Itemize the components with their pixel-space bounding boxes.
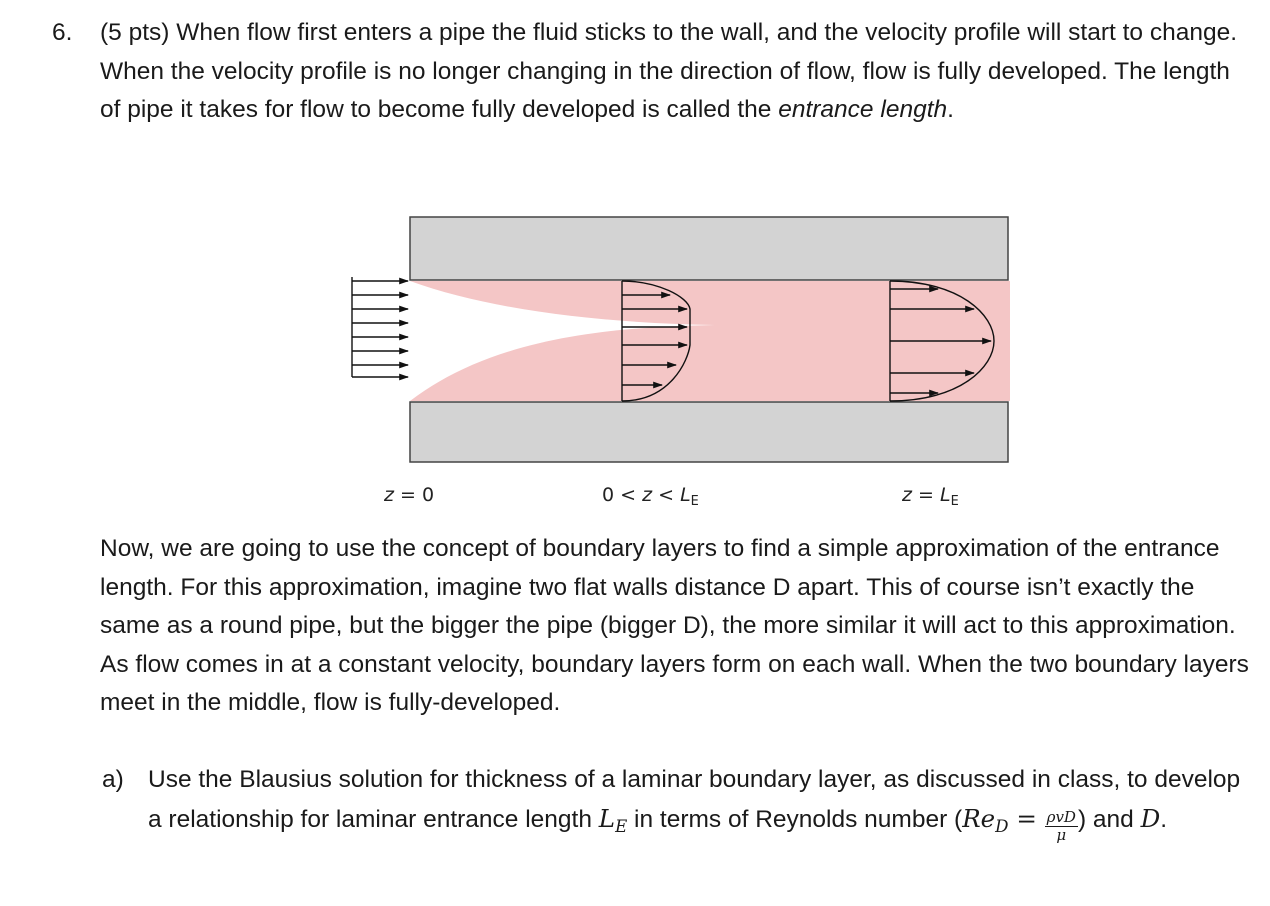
body-paragraph: Now, we are going to use the concept of boundary layers to find a simple approximation of the entrance length. For this approximation, imagine two flat walls distance D apart. This of course isn’t exactly the same as a round pipe, but the bigger the pipe (bigger D), the more similar it will act to this approximation. As flow comes in at a constant velocity, boundary layers form on each wall. When the two boundary layers meet in the middle, flow is fully-developed. bbox=[100, 535, 1249, 716]
le-symbol: L bbox=[598, 803, 616, 833]
question-number: 6. bbox=[52, 19, 73, 46]
boundary-layer-bottom bbox=[410, 325, 1010, 401]
part-a-text bbox=[148, 761, 1248, 846]
z2-eq: = bbox=[911, 484, 940, 506]
intro-term: entrance length bbox=[778, 96, 948, 123]
z0-eq: = 0 bbox=[393, 484, 435, 506]
part-a-text2: in terms of Reynolds number ( bbox=[627, 805, 963, 833]
z1-L: L bbox=[680, 484, 691, 506]
question-intro bbox=[100, 14, 1250, 130]
z1-var: z bbox=[642, 484, 653, 506]
le-subscript: E bbox=[615, 816, 628, 836]
fraction-denominator: μ bbox=[1056, 825, 1067, 844]
z2-sub: E bbox=[950, 493, 959, 509]
part-a-label: a) bbox=[102, 766, 124, 793]
intro-end: . bbox=[947, 96, 954, 123]
part-a-text3: ) and bbox=[1077, 805, 1141, 833]
part-a-text1: Use the Blausius solution for thickness of a laminar boundary layer, as discussed in class, to develop a relationship for laminar entrance length bbox=[148, 766, 1241, 833]
pipe-wall-bottom bbox=[410, 402, 1008, 462]
z2-L: L bbox=[939, 484, 951, 506]
z2-var: z bbox=[902, 484, 912, 506]
d-symbol: D bbox=[1140, 803, 1161, 833]
z1-lt: < bbox=[652, 484, 681, 506]
equals-sign: = bbox=[1008, 803, 1045, 833]
re-symbol: Re bbox=[962, 803, 996, 833]
fraction-numerator: ρvD bbox=[1046, 807, 1076, 826]
label-z-between bbox=[602, 484, 699, 509]
intro-text: (5 pts) When flow first enters a pipe the fluid sticks to the wall, and the velocity profile will start to change. When the velocity profile is no longer changing in the direction of flow, flow is fully developed. The length of pipe it takes for flow to become fully developed is called the bbox=[100, 19, 1238, 123]
boundary-layer-top bbox=[410, 281, 1010, 325]
z0-var: z bbox=[384, 484, 394, 506]
part-a-end: . bbox=[1160, 805, 1168, 833]
label-z-zero bbox=[384, 484, 434, 506]
inlet-velocity-profile bbox=[352, 277, 408, 377]
pipe-wall-top bbox=[410, 217, 1008, 280]
label-z-entrance-length bbox=[902, 484, 959, 509]
reynolds-fraction bbox=[1045, 809, 1078, 844]
z1-lead: 0 < bbox=[602, 484, 643, 506]
re-subscript: D bbox=[995, 816, 1009, 836]
pipe-entrance-diagram bbox=[340, 205, 1020, 470]
z1-sub: E bbox=[690, 493, 699, 509]
